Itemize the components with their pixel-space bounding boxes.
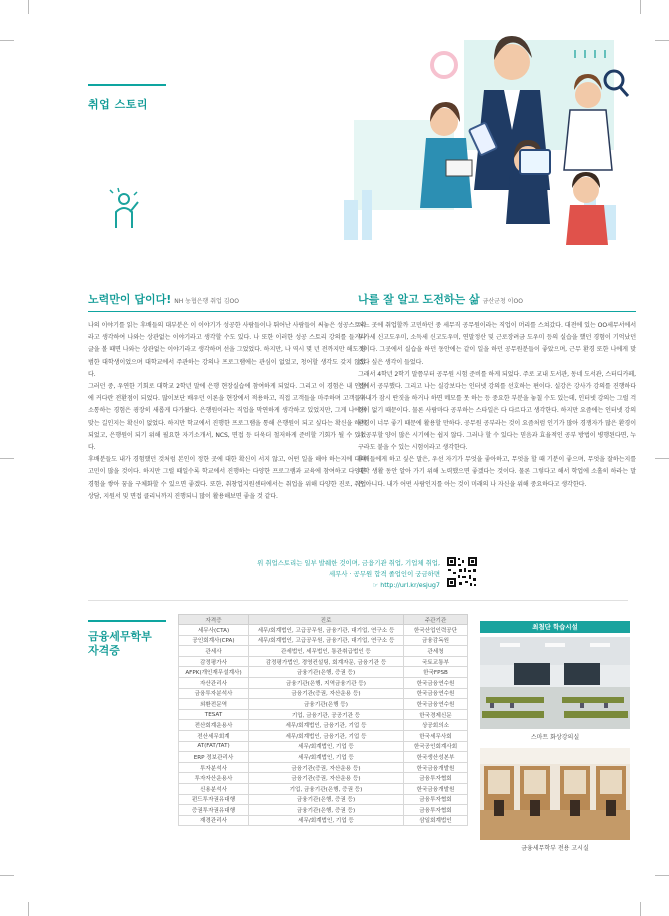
left-story-paragraph: 나의 이야기를 읽는 후배들의 대부분은 이 이야기가 성공한 사람들이나 뛰어난 사람들이 써놓은 성공스토리라고 생각하여 나와는 상관없는 이야기라고 생각할 수도 있다. 나 또한 이러한 성공 스토리 강의를 들거나 글을 볼 때면 나와는 상관없는 이야기라고 생각하며 선을 그었었다. 하지만, 나 역시 몇 년 전까지만 해도 평범한 대학생이었으며 대학교에서 주관하는 강의나 프로그램에는 관심이 없었고, 청어할 생각도 갖지 않았다. — [88, 322, 366, 378]
facility-caption: 금융세무학부 전용 고시실 — [521, 845, 589, 852]
section-accent-bar — [88, 84, 166, 86]
cert-org-cell: 한국공인회계사회 — [404, 741, 468, 752]
cert-table-row — [179, 635, 468, 646]
cert-name-cell: AT(FAT/TAT) — [179, 741, 249, 752]
cert-title-line: 자격증 — [88, 644, 120, 657]
crop-mark — [28, 0, 29, 14]
cert-career-cell: 금융기관(은행, 증권 등) — [249, 805, 404, 816]
cert-table-row — [179, 762, 468, 773]
cert-table-row — [179, 656, 468, 667]
crop-mark — [640, 902, 641, 916]
cert-name-cell: TESAT — [179, 709, 249, 720]
cert-career-cell: 관세법인, 세무법인, 통관취급법인 등 — [249, 646, 404, 657]
cert-header-cell: 진로 — [249, 615, 404, 625]
cert-table-row — [179, 741, 468, 752]
left-story-paragraph: 그러던 중, 우연한 기회로 대학교 2학년 말에 은행 현장실습에 참여하게 되었다. 그리고 이 경험은 내 인생에 커다란 전환점이 되었다. 많이보단 배우던 이론을 현장에서 적용하고, 직접 고객들을 마주하며 고객들과 소통하는 경험은 굉장히 새롭게 다가왔다. 은행원이라는 직업을 막연하게 생각하고 있었지만, 그게 나에게 맞는 길인지는 확신이 없었다. 하지만 학교에서 진행한 프로그램을 통해 은행원이 되고 싶다는 확신을 하게 되었고, 은행원이 되기 위해 필요한 자기소개서, NCS, 면접 등 더욱더 철저하게 준비할 기회가 될 수 있었다. — [88, 383, 366, 452]
right-story — [358, 288, 636, 491]
promo-line: 위 취업스토리는 일부 발췌한 것이며, 금융기관 취업, 기업체 취업, — [257, 559, 440, 567]
cert-table-header-row — [179, 615, 468, 625]
cert-career-cell: 세무/회계법인, 금융기관, 기업 등 — [249, 730, 404, 741]
facility-header: 최첨단 학습시설 — [480, 621, 630, 633]
cert-name-cell: 관세사 — [179, 646, 249, 657]
crop-mark — [655, 458, 669, 459]
cert-table-row — [179, 805, 468, 816]
facility-photo-1 — [480, 637, 630, 741]
cert-name-cell: 재경관리사 — [179, 815, 249, 826]
cert-name-cell: 펀드투자권유대행 — [179, 794, 249, 805]
cert-org-cell: 한국금융연수원 — [404, 699, 468, 710]
cert-career-cell: 금융기관(은행 등) — [249, 699, 404, 710]
cert-career-cell: 금융기관(증권, 자산운용 등) — [249, 688, 404, 699]
left-story-rule — [88, 311, 366, 312]
cert-section-title — [88, 630, 168, 658]
promo-line: 세무사 · 공무원 합격 졸업인이 궁금하면 — [329, 570, 440, 578]
cert-header-cell: 주관기관 — [404, 615, 468, 625]
cert-org-cell: 한국금융연수원 — [404, 677, 468, 688]
cert-org-cell: 한국금융개발원 — [404, 762, 468, 773]
cert-name-cell: 금융투자분석사 — [179, 688, 249, 699]
cert-table-row — [179, 773, 468, 784]
crop-mark — [640, 0, 641, 14]
promo-link[interactable]: ☞ http://url.kr/esjug7 — [372, 581, 440, 589]
crop-mark — [0, 875, 14, 876]
cert-name-cell: 공인회계사(CPA) — [179, 635, 249, 646]
cert-org-cell: 한국FPSB — [404, 667, 468, 678]
cert-table-row — [179, 730, 468, 741]
cert-career-cell: 금융기관(은행, 증권 등) — [249, 794, 404, 805]
crop-mark — [655, 875, 669, 876]
cert-career-cell: 금융기관(증권, 자산운용 등) — [249, 762, 404, 773]
cert-name-cell: 증권투자권유대행 — [179, 805, 249, 816]
cert-career-cell: 감정평가법인, 경영컨설팅, 회계자문, 금융기관 등 — [249, 656, 404, 667]
cert-career-cell: 기업, 금융기관, 공공기관 등 — [249, 709, 404, 720]
cert-name-cell: 세무사(CTA) — [179, 625, 249, 636]
right-story-byline: 금산군청 이OO — [482, 298, 523, 305]
cert-career-cell: 세무/회계법인, 기업 등 — [249, 815, 404, 826]
cert-org-cell: 금융투자협회 — [404, 794, 468, 805]
left-story-byline: NH 농협은행 취업 김OO — [174, 298, 239, 305]
cert-name-cell: 전산회계운용사 — [179, 720, 249, 731]
crop-mark — [655, 40, 669, 41]
cert-table-row — [179, 720, 468, 731]
right-story-title: 나를 잘 알고 도전하는 삶 — [358, 293, 480, 306]
left-story — [88, 288, 366, 503]
cert-table-row — [179, 699, 468, 710]
section-title: 취업 스토리 — [88, 98, 148, 111]
cert-org-cell: 관세청 — [404, 646, 468, 657]
cert-name-cell: ERP 정보관리사 — [179, 752, 249, 763]
cert-org-cell: 금융감독원 — [404, 635, 468, 646]
coach-whistle-icon — [104, 186, 144, 230]
cert-name-cell: 투자자산운용사 — [179, 773, 249, 784]
facility-photo-2 — [480, 748, 630, 852]
cert-career-cell: 금융기관(증권, 자산운용 등) — [249, 773, 404, 784]
cert-org-cell: 금융투자협회 — [404, 773, 468, 784]
right-story-rule — [358, 311, 636, 312]
cert-org-cell: 한국금융연수원 — [404, 688, 468, 699]
cert-career-cell: 세무/회계법인, 고급공무원, 금융기관, 대기업, 연구소 등 — [249, 625, 404, 636]
cert-career-cell: 세무/회계법인, 고급공무원, 금융기관, 대기업, 연구소 등 — [249, 635, 404, 646]
crop-mark — [28, 902, 29, 916]
cert-title-line: 금융세무학부 — [88, 630, 152, 643]
cert-name-cell: 외환전문역 — [179, 699, 249, 710]
cert-name-cell: 감정평가사 — [179, 656, 249, 667]
cert-table-row — [179, 677, 468, 688]
cert-accent-bar — [88, 620, 166, 622]
cert-table-row — [179, 646, 468, 657]
cert-name-cell: AFPK(개인재무설계사) — [179, 667, 249, 678]
cert-career-cell: 기업, 금융기관(은행, 증권 등) — [249, 783, 404, 794]
cert-table — [178, 614, 468, 826]
cert-table-row — [179, 794, 468, 805]
cert-org-cell: 삼일회계법인 — [404, 815, 468, 826]
cert-name-cell: 투자분석사 — [179, 762, 249, 773]
right-story-paragraph: 그래서 4학년 2학기 말쯤부터 공무원 시험 준비를 하게 되었다. 주로 교내 도서관, 동네 도서관, 스터디카페, 집에서 공부했다. 그리고 나는 실강보다는 인터넷 강의를 선호하는 편이다. 실강은 강사가 강의를 진행하다가 내가 잠시 딴짓을 하거나 하면 메모를 못 하는 등 중요한 부분을 놓칠 수도 있는데, 인터넷 강의는 그럴 걱정이 없기 때문이다. 물론 사람마다 공부하는 스타일은 다 다르다고 생각한다. 하지만 요즘에는 인터넷 강의 환경이 너무 좋기 때문에 활용할 만하다. 공무원 공부라는 것이 요즘처럼 인기가 많아 경쟁자가 많은 환경이나 공부할 양이 많은 시기에는 쉽지 않다. 그러나 할 수 있다는 믿음과 효율적인 공부 방법이 병행된다면, 누구라도 붙을 수 있는 시험이라고 생각한다. — [358, 370, 636, 452]
promo-text — [182, 558, 440, 591]
cert-org-cell: 한국금융개발원 — [404, 783, 468, 794]
cert-name-cell: 자산관리사 — [179, 677, 249, 688]
hero-illustration — [334, 30, 634, 270]
cert-table-row — [179, 625, 468, 636]
cert-name-cell: 신용분석사 — [179, 783, 249, 794]
cert-table-row — [179, 709, 468, 720]
cert-table-row — [179, 667, 468, 678]
section-divider — [88, 600, 628, 601]
cert-org-cell: 상공회의소 — [404, 720, 468, 731]
facility-caption: 스마트 화상강의실 — [530, 734, 580, 741]
left-story-title: 노력만이 답이다! — [88, 293, 172, 306]
cert-career-cell: 금융기관(은행, 증권 등) — [249, 667, 404, 678]
qr-code-icon[interactable] — [446, 556, 478, 588]
cert-career-cell: 세무/회계법인, 금융기관, 기업 등 — [249, 720, 404, 731]
right-story-paragraph: 후배들에게 하고 싶은 말은, 우선 자기가 무엇을 좋아하고, 무엇을 할 때 기분이 좋으며, 무엇을 잘하는지를 대학 생활 동안 알아 가기 위해 노력했으면 좋겠다는 것이다. 물론 그렇다고 해서 학업에 소홀히 하라는 말은 아니다. 내가 어떤 사람인지를 아는 것이 미래의 나 자신을 위해 중요하다고 생각한다. — [358, 456, 636, 488]
crop-mark — [0, 40, 14, 41]
cert-name-cell: 전산세무회계 — [179, 730, 249, 741]
cert-org-cell: 한국산업인력공단 — [404, 625, 468, 636]
cert-table-row — [179, 815, 468, 826]
cert-org-cell: 한국생산성본부 — [404, 752, 468, 763]
crop-mark — [0, 458, 14, 459]
cert-career-cell: 금융기관(은행, 지역금융기관 등) — [249, 677, 404, 688]
cert-table-row — [179, 752, 468, 763]
cert-header-cell: 자격증 — [179, 615, 249, 625]
cert-table-row — [179, 783, 468, 794]
cert-career-cell: 세무/회계법인, 기업 등 — [249, 741, 404, 752]
cert-table-row — [179, 688, 468, 699]
left-story-paragraph: 후배분들도 내가 경험했던 것처럼 본인이 정한 곳에 대한 확신이 서지 않고, 어떤 일을 해야 하는지에 대해 고민이 많을 것이다. 하지만 그럴 때일수록 학교에서 진행하는 다양한 프로그램과 교육에 참여하고 다양한 경험을 쌓아 꿈을 구체화할 수 있으면 좋겠다. 또한, 취창업지원센터에서는 취업을 위해 다양한 진로, 취업상담, 지원서 및 면접 클리닉까지 진행되니 많이 활용해보면 좋을 것 같다. — [88, 456, 366, 500]
cert-org-cell: 한국경제신문 — [404, 709, 468, 720]
right-story-paragraph: 어느 곳에 취업할까 고민하던 중 세무직 공무원이라는 직업이 머리를 스쳐갔다. 대전에 있는 OO세무서에서 부가세 신고도우미, 소득세 신고도우미, 연말정산 및 근로장려금 도우미 등의 실습을 했던 경험이 기억났던 것이다. 그곳에서 실습을 하던 동안에는 같이 일을 하던 공무원분들이 좋았으며, 근무 환경 또한 나에게 맞겠다 싶은 생각이 들었다. — [358, 322, 636, 366]
cert-org-cell: 국토교통부 — [404, 656, 468, 667]
cert-org-cell: 금융투자협회 — [404, 805, 468, 816]
cert-career-cell: 세무/회계법인, 기업 등 — [249, 752, 404, 763]
cert-org-cell: 한국세무사회 — [404, 730, 468, 741]
